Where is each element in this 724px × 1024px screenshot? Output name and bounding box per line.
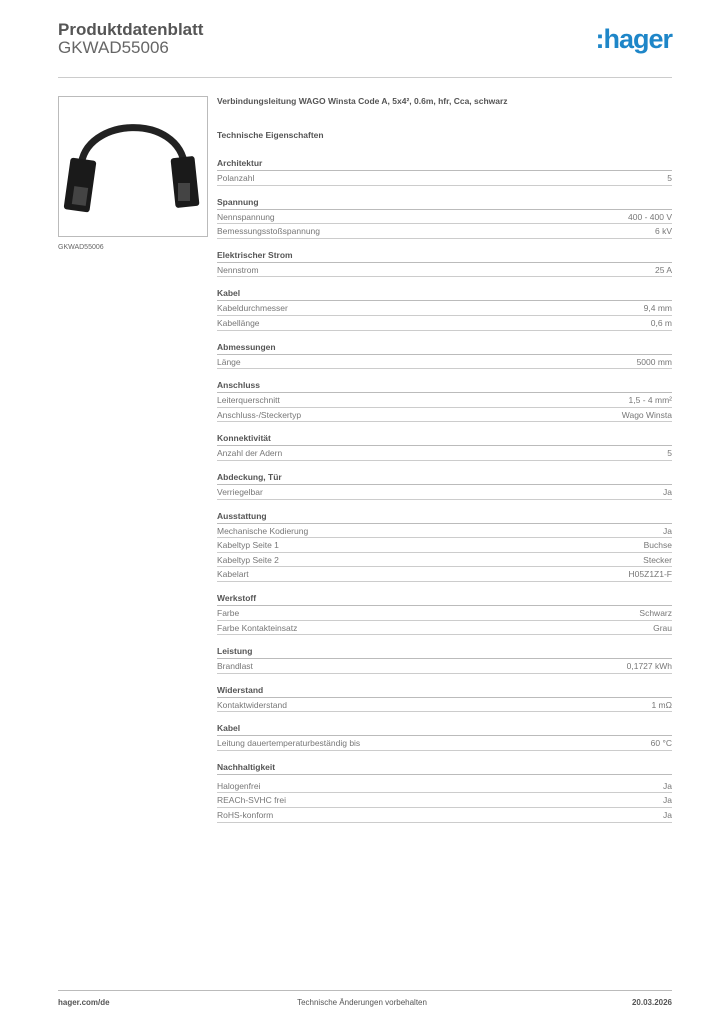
spec-label: Kontaktwiderstand	[217, 699, 287, 710]
spec-label: Farbe Kontakteinsatz	[217, 622, 298, 633]
spec-label: RoHS-konform	[217, 810, 274, 821]
spec-label: Kabelart	[217, 569, 249, 580]
spec-row	[217, 210, 672, 225]
spec-row	[217, 485, 672, 500]
spec-section	[217, 509, 672, 582]
spec-section-heading: Konnektivität	[217, 431, 672, 446]
spec-value: Ja	[663, 795, 672, 806]
spec-value: Ja	[663, 780, 672, 791]
spec-value: Buchse	[643, 540, 672, 551]
spec-value: Ja	[663, 486, 672, 497]
spec-section-heading: Kabel	[217, 286, 672, 301]
spec-label: Kabeldurchmesser	[217, 303, 288, 314]
spec-label: Nennspannung	[217, 211, 275, 222]
spec-section-heading: Architektur	[217, 156, 672, 171]
spec-label: Mechanische Kodierung	[217, 525, 309, 536]
footer-date: 20.03.2026	[631, 998, 672, 1007]
spec-section	[217, 431, 672, 461]
spec-label: Kabeltyp Seite 2	[217, 554, 279, 565]
spec-row	[217, 393, 672, 408]
spec-label: Kabeltyp Seite 1	[217, 540, 279, 551]
spec-value: 1 mΩ	[651, 699, 672, 710]
product-image	[58, 96, 208, 237]
footer-divider	[58, 990, 672, 991]
spec-section	[217, 591, 672, 635]
spec-row	[217, 808, 672, 823]
spec-value: H05Z1Z1-F	[628, 569, 672, 580]
spec-row	[217, 621, 672, 636]
spec-row	[217, 316, 672, 331]
spec-row	[217, 698, 672, 713]
spec-sections	[217, 156, 672, 823]
spec-row	[217, 408, 672, 423]
spec-value: Wago Winsta	[621, 409, 672, 420]
spec-label: Nennstrom	[217, 264, 259, 275]
spec-row	[217, 301, 672, 316]
spec-label: Leitung dauertemperaturbeständig bis	[217, 738, 361, 749]
spec-section	[217, 721, 672, 751]
spec-row	[217, 793, 672, 808]
spec-label: REACh-SVHC frei	[217, 795, 286, 806]
image-caption: GKWAD55006	[58, 244, 104, 251]
hager-logo: :hager	[595, 24, 672, 54]
spec-row	[217, 779, 672, 794]
spec-value: 5	[667, 448, 672, 459]
spec-value: 5000 mm	[636, 356, 672, 367]
spec-row	[217, 567, 672, 582]
spec-section-heading: Kabel	[217, 721, 672, 736]
spec-section-heading: Elektrischer Strom	[217, 248, 672, 263]
spec-value: 60 °C	[650, 738, 672, 749]
spec-label: Kabellänge	[217, 317, 260, 328]
spec-value: 0,1727 kWh	[626, 661, 672, 672]
spec-label: Brandlast	[217, 661, 253, 672]
spec-label: Anschluss-/Steckertyp	[217, 409, 302, 420]
spec-section-heading: Widerstand	[217, 683, 672, 698]
spec-value: Ja	[663, 810, 672, 821]
section-title: Technische Eigenschaften	[217, 130, 324, 140]
spec-section	[217, 156, 672, 186]
spec-row	[217, 446, 672, 461]
spec-value: Grau	[653, 622, 672, 633]
spec-row	[217, 538, 672, 553]
spec-section-heading: Abdeckung, Tür	[217, 470, 672, 485]
spec-value: 25 A	[654, 264, 672, 275]
footer-website[interactable]: hager.com/de	[58, 998, 110, 1007]
spec-section	[217, 340, 672, 370]
spec-row	[217, 553, 672, 568]
spec-label: Polanzahl	[217, 173, 255, 183]
spec-label: Bemessungsstoßspannung	[217, 226, 321, 237]
spec-value: Schwarz	[639, 607, 672, 618]
spec-section-heading: Abmessungen	[217, 340, 672, 355]
spec-section-heading: Werkstoff	[217, 591, 672, 606]
spec-row	[217, 355, 672, 370]
spec-value: 400 - 400 V	[628, 211, 672, 222]
spec-section	[217, 683, 672, 713]
spec-row	[217, 263, 672, 278]
product-code: GKWAD55006	[58, 38, 169, 57]
spec-row	[217, 224, 672, 239]
spec-label: Verriegelbar	[217, 486, 263, 497]
spec-section-heading: Ausstattung	[217, 509, 672, 524]
spec-section	[217, 470, 672, 500]
spec-section	[217, 286, 672, 330]
header-divider	[58, 77, 672, 78]
spec-label: Anzahl der Adern	[217, 448, 283, 459]
spec-section-heading: Anschluss	[217, 378, 672, 393]
spec-section-heading: Spannung	[217, 195, 672, 210]
spec-section-heading: Nachhaltigkeit	[217, 760, 672, 775]
spec-section	[217, 760, 672, 823]
spec-content	[217, 96, 672, 832]
spec-value: 1,5 - 4 mm²	[628, 395, 672, 406]
spec-value: Ja	[663, 525, 672, 536]
spec-value: 0,6 m	[650, 317, 672, 328]
spec-value: 6 kV	[654, 226, 672, 237]
product-description: Verbindungsleitung WAGO Winsta Code A, 5x4², 0.6m, hfr, Cca, schwarz	[217, 96, 508, 106]
spec-section	[217, 248, 672, 278]
page-title: Produktdatenblatt	[58, 20, 204, 39]
spec-section-heading: Leistung	[217, 644, 672, 659]
spec-value: 5	[667, 173, 672, 183]
spec-section	[217, 644, 672, 674]
spec-row	[217, 524, 672, 539]
spec-value: 9,4 mm	[643, 303, 672, 314]
footer-note: Technische Änderungen vorbehalten	[297, 998, 427, 1007]
spec-row	[217, 736, 672, 751]
spec-row	[217, 659, 672, 674]
spec-section	[217, 195, 672, 239]
spec-label: Leiterquerschnitt	[217, 395, 280, 406]
spec-label: Länge	[217, 356, 241, 367]
spec-row	[217, 606, 672, 621]
spec-row	[217, 171, 672, 186]
spec-value: Stecker	[643, 554, 672, 565]
spec-label: Farbe	[217, 607, 240, 618]
spec-label: Halogenfrei	[217, 780, 261, 791]
spec-section	[217, 378, 672, 422]
